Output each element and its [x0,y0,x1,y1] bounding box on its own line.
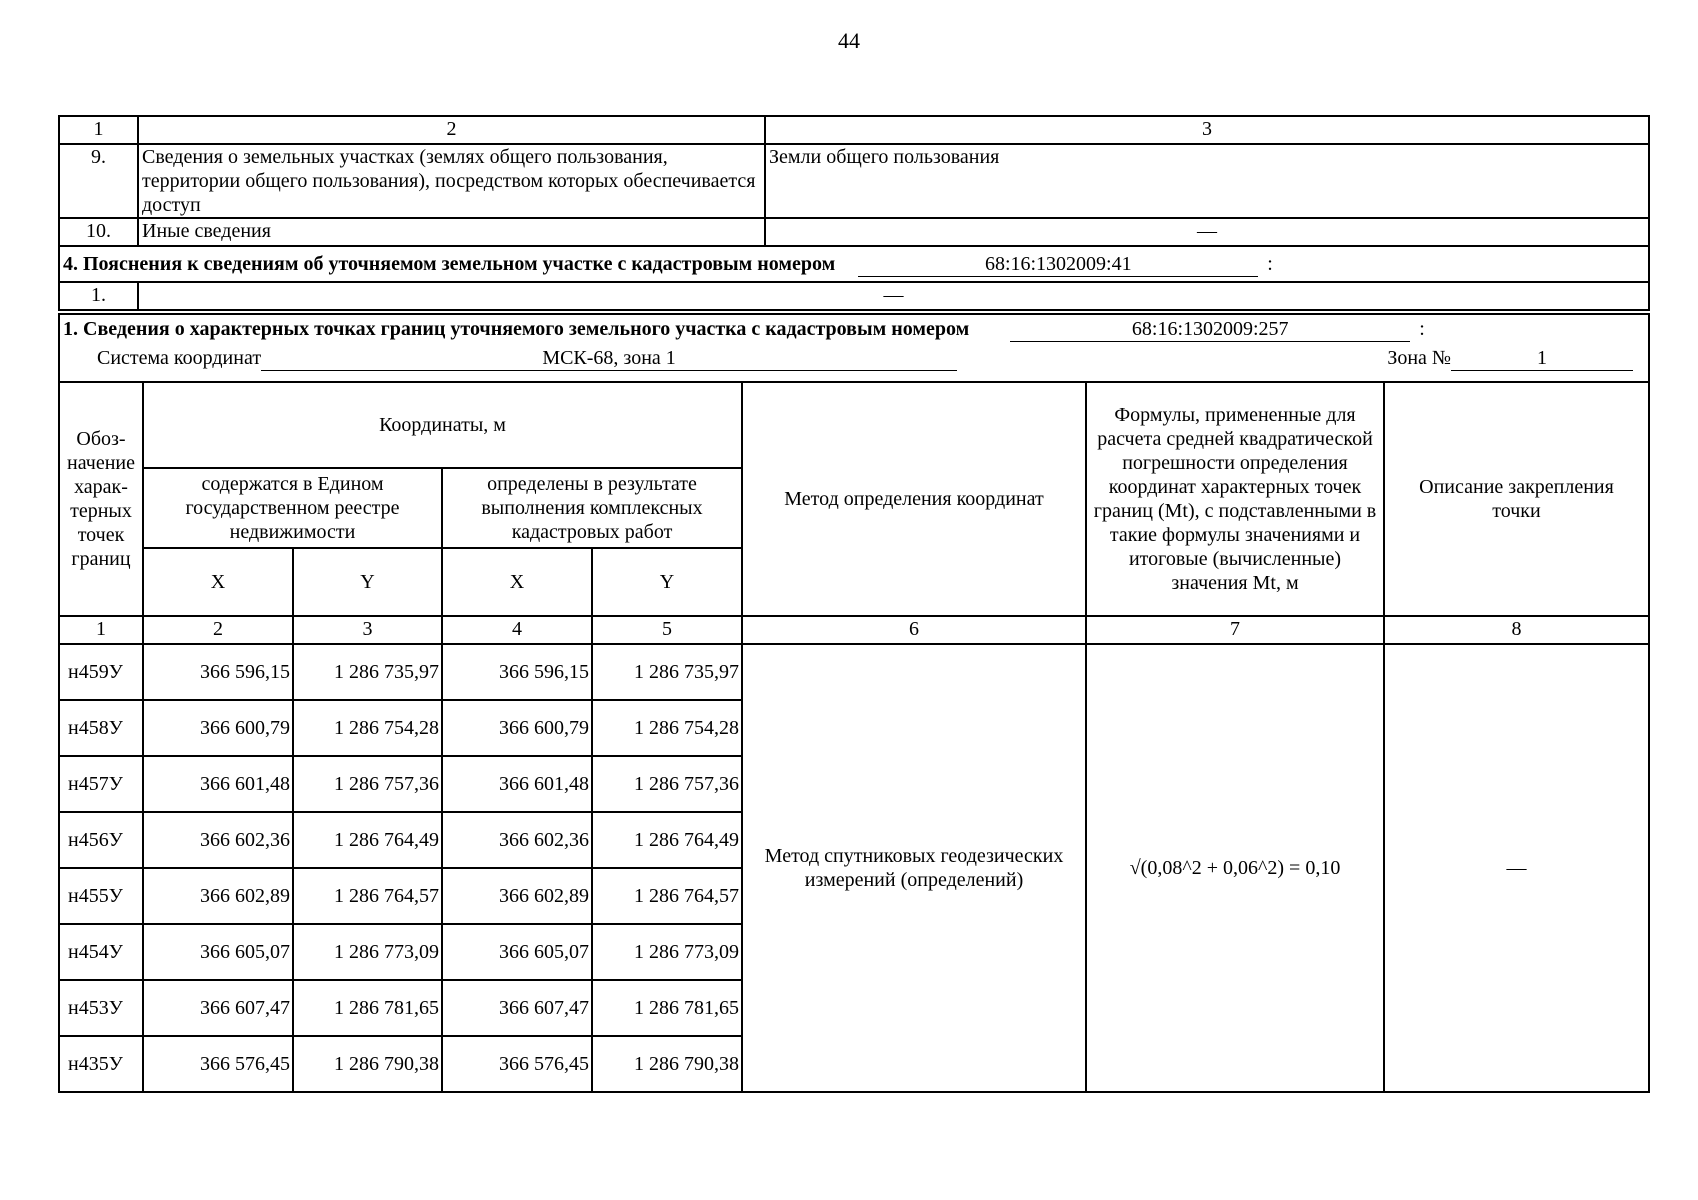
document-sheet [58,115,1650,1093]
method-value: Метод спутниковых геодезических измерений (определений) [742,644,1086,1092]
x-header: X [442,548,592,616]
column-number: 7 [1086,616,1384,644]
fixing-header: Описание закрепления точки [1384,382,1649,616]
points-table [58,313,1650,1093]
formula-value: √(0,08^2 + 0,06^2) = 0,10 [1086,644,1384,1092]
coord-system-label: Система координат [97,347,262,369]
complex-works-header: определены в результате выполнения комплексных кадастровых работ [442,468,742,548]
y-egrn: 1 286 735,97 [293,644,442,700]
row-description: Иные сведения [138,218,765,246]
x-complex: 366 602,89 [442,868,592,924]
row-number: 1. [59,282,138,310]
formulas-header: Формулы, примененные для расчета средней квадратической погрешности определения координат характерных точек границ (Mt), с подставленными в такие формулы значениями и итоговые (вычисленные) значения Mt, м [1086,382,1384,616]
x-egrn: 366 607,47 [143,980,293,1036]
zone-value: 1 [1451,346,1633,371]
point-designation: н455У [59,868,143,924]
column-number: 4 [442,616,592,644]
point-designation: н459У [59,644,143,700]
y-header: Y [293,548,442,616]
y-complex: 1 286 764,57 [592,868,742,924]
row-description: Сведения о земельных участках (землях общего пользования, территории общего пользования), посредством которых обеспечивается доступ [138,144,765,218]
x-complex: 366 600,79 [442,700,592,756]
table-row [59,218,1649,246]
x-egrn: 366 596,15 [143,644,293,700]
y-egrn: 1 286 764,57 [293,868,442,924]
column-number: 8 [1384,616,1649,644]
y-complex: 1 286 773,09 [592,924,742,980]
table-row [59,282,1649,310]
col-header-3: 3 [765,116,1649,144]
y-complex: 1 286 735,97 [592,644,742,700]
page-number: 44 [838,28,860,53]
y-header: Y [592,548,742,616]
y-egrn: 1 286 757,36 [293,756,442,812]
y-complex: 1 286 764,49 [592,812,742,868]
section1-title: 1. Сведения о характерных точках границ уточняемого земельного участка с кадастровым номером [63,318,970,340]
point-designation: н458У [59,700,143,756]
point-designation: н453У [59,980,143,1036]
row-number: 10. [59,218,138,246]
table-row [59,644,1649,700]
point-designation: н457У [59,756,143,812]
coord-system-value: МСК-68, зона 1 [261,346,957,371]
y-complex: 1 286 757,36 [592,756,742,812]
y-egrn: 1 286 781,65 [293,980,442,1036]
row-number: 9. [59,144,138,218]
section4-cadastral-number: 68:16:1302009:41 [858,252,1258,277]
header-row [59,382,1649,468]
x-complex: 366 602,36 [442,812,592,868]
x-egrn: 366 600,79 [143,700,293,756]
point-designation: н435У [59,1036,143,1092]
y-egrn: 1 286 773,09 [293,924,442,980]
egrn-header: содержатся в Едином государственном реестре недвижимости [143,468,442,548]
row-value: — [138,282,1649,310]
section1-cadastral-number: 68:16:1302009:257 [1010,317,1410,342]
column-number: 1 [59,616,143,644]
column-number: 3 [293,616,442,644]
x-complex: 366 596,15 [442,644,592,700]
row-value: — [765,218,1649,246]
info-table [58,115,1650,311]
table-row [59,144,1649,218]
section4-colon: : [1267,252,1273,275]
x-complex: 366 601,48 [442,756,592,812]
y-egrn: 1 286 764,49 [293,812,442,868]
coordinates-header: Координаты, м [143,382,742,468]
y-egrn: 1 286 790,38 [293,1036,442,1092]
y-complex: 1 286 790,38 [592,1036,742,1092]
x-complex: 366 576,45 [442,1036,592,1092]
designation-header: Обоз-начение харак-терных точек границ [59,382,143,616]
col-header-1: 1 [59,116,138,144]
x-complex: 366 605,07 [442,924,592,980]
x-egrn: 366 602,36 [143,812,293,868]
y-egrn: 1 286 754,28 [293,700,442,756]
column-number: 5 [592,616,742,644]
column-number: 6 [742,616,1086,644]
fixing-value: — [1384,644,1649,1092]
point-designation: н454У [59,924,143,980]
zone-label: Зона № [1387,347,1451,369]
x-egrn: 366 601,48 [143,756,293,812]
row-value: Земли общего пользования [765,144,1649,218]
section4-title: 4. Пояснения к сведениям об уточняемом земельном участке с кадастровым номером [63,252,836,275]
y-complex: 1 286 781,65 [592,980,742,1036]
x-egrn: 366 576,45 [143,1036,293,1092]
column-number: 2 [143,616,293,644]
column-header-row [59,116,1649,144]
x-complex: 366 607,47 [442,980,592,1036]
method-header: Метод определения координат [742,382,1086,616]
y-complex: 1 286 754,28 [592,700,742,756]
section4-title-row [59,246,1649,282]
x-header: X [143,548,293,616]
col-header-2: 2 [138,116,765,144]
section1-title-row [59,314,1649,382]
x-egrn: 366 605,07 [143,924,293,980]
section1-colon: : [1419,318,1425,340]
point-designation: н456У [59,812,143,868]
x-egrn: 366 602,89 [143,868,293,924]
column-number-row [59,616,1649,644]
